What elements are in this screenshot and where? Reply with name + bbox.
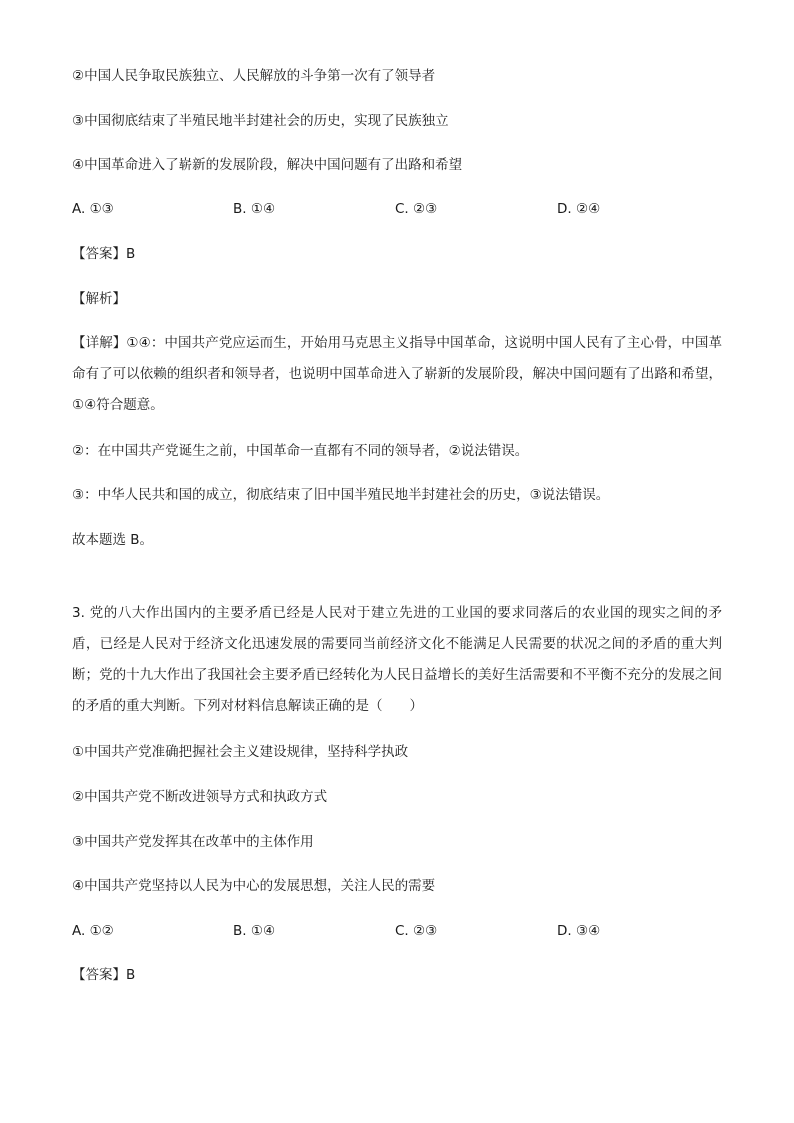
q3-option-d: D. ③④ <box>557 923 601 939</box>
q3-statement-4: ④中国共产党坚持以人民为中心的发展思想，关注人民的需要 <box>72 878 436 894</box>
q3-option-a: A. ①② <box>72 923 114 939</box>
q2-statement-3: ③中国彻底结束了半殖民地半封建社会的历史，实现了民族独立 <box>72 113 449 129</box>
q2-option-c: C. ②③ <box>395 201 438 217</box>
q2-statement-4: ④中国革命进入了崭新的发展阶段，解决中国问题有了出路和希望 <box>72 157 463 173</box>
q2-statement-2: ②中国人民争取民族独立、人民解放的斗争第一次有了领导者 <box>72 68 436 84</box>
q2-note-3: ③：中华人民共和国的成立，彻底结束了旧中国半殖民地半封建社会的历史，③说法错误。 <box>72 487 610 503</box>
q2-options <box>72 199 722 219</box>
q3-statement-1: ①中国共产党准确把握社会主义建设规律，坚持科学执政 <box>72 744 409 760</box>
q3-option-c: C. ②③ <box>395 923 438 939</box>
q2-conclusion: 故本题选 B。 <box>72 532 154 548</box>
q2-answer: 【答案】B <box>72 246 136 262</box>
q2-note-2: ②：在中国共产党诞生之前，中国革命一直都有不同的领导者，②说法错误。 <box>72 443 529 459</box>
q2-detail: 【详解】①④：中国共产党应运而生，开始用马克思主义指导中国革命，这说明中国人民有了主心骨，中国革命有了可以依赖的组织者和领导者，也说明中国革命进入了崭新的发展阶段，解决中国问题有了出路和希望，①④符合题意。 <box>72 335 722 413</box>
q3-stem: 3. 党的八大作出国内的主要矛盾已经是人民对于建立先进的工业国的要求同落后的农业国的现实之间的矛盾，已经是人民对于经济文化迅速发展的需要同当前经济文化不能满足人民需要的状况之间的矛盾的重大判断；党的十九大作出了我国社会主要矛盾已经转化为人民日益增长的美好生活需要和不平衡不充分的发展之间的矛盾的重大判断。下列对材料信息解读正确的是（ ） <box>72 605 722 714</box>
q3-options <box>72 921 722 941</box>
q3-option-b: B. ①④ <box>233 923 276 939</box>
q3-statement-2: ②中国共产党不断改进领导方式和执政方式 <box>72 789 328 805</box>
q3-statement-3: ③中国共产党发挥其在改革中的主体作用 <box>72 834 314 850</box>
q2-option-d: D. ②④ <box>557 201 601 217</box>
q2-analysis-label: 【解析】 <box>72 291 126 307</box>
q2-option-b: B. ①④ <box>233 201 276 217</box>
q3-answer: 【答案】B <box>72 967 136 983</box>
q2-option-a: A. ①③ <box>72 201 114 217</box>
